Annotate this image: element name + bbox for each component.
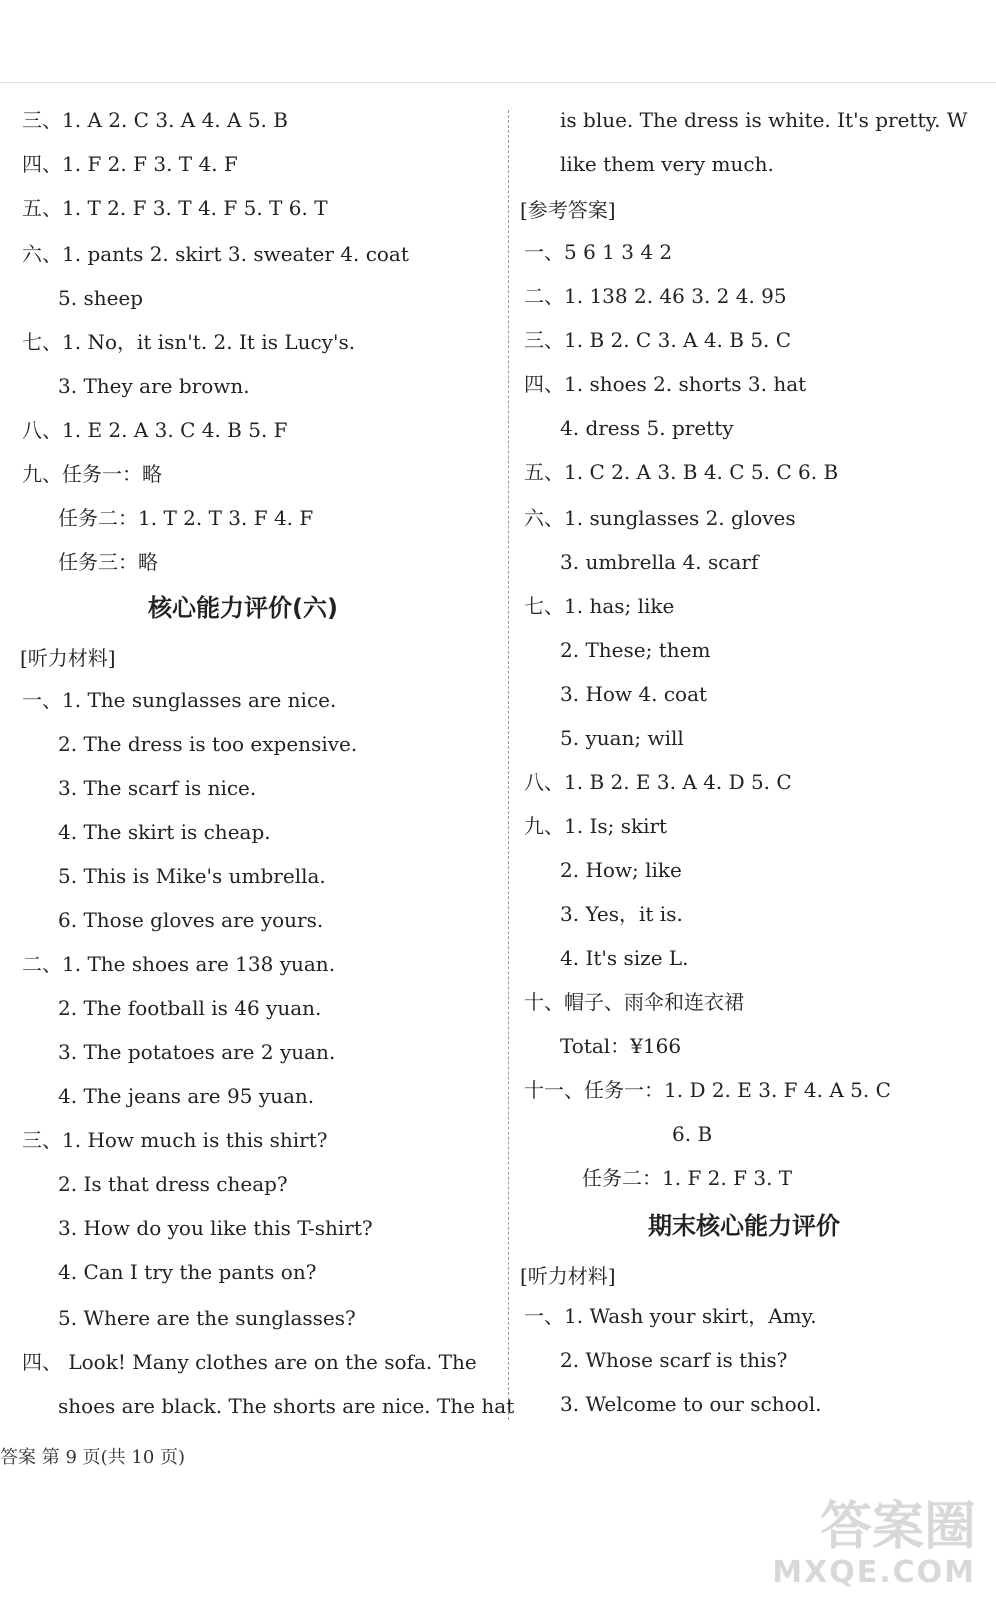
right-column <box>512 0 996 1430</box>
text-line: 任务二：1. F 2. F 3. T <box>582 1166 793 1190</box>
text-line: 3. Yes，it is. <box>560 902 683 926</box>
text-line: 3. umbrella 4. scarf <box>560 550 759 574</box>
text-line: 2. Is that dress cheap? <box>58 1172 288 1196</box>
text-line: like them very much. <box>560 152 774 176</box>
watermark-top: 答案圈 <box>819 1497 976 1557</box>
text-line: 3. How do you like this T-shirt? <box>58 1216 373 1240</box>
text-line: 九、1. Is; skirt <box>524 814 668 838</box>
text-line: 十一、任务一：1. D 2. E 3. F 4. A 5. C <box>524 1078 891 1102</box>
text-line: 4. dress 5. pretty <box>560 416 734 440</box>
text-line: 十、帽子、雨伞和连衣裙 <box>524 990 744 1014</box>
section-heading: 核心能力评价(六) <box>148 594 338 622</box>
column-divider <box>508 110 509 1420</box>
text-line: 八、1. E 2. A 3. C 4. B 5. F <box>22 418 288 442</box>
text-line: 四、1. shoes 2. shorts 3. hat <box>524 372 807 396</box>
text-line: 4. The jeans are 95 yuan. <box>58 1084 315 1108</box>
text-line: 3. How 4. coat <box>560 682 708 706</box>
text-line: 3. The scarf is nice. <box>58 776 257 800</box>
text-line: 2. The dress is too expensive. <box>58 732 358 756</box>
page-footer: 答案 第 9 页(共 10 页) <box>0 1447 186 1468</box>
text-line: 5. yuan; will <box>560 726 684 750</box>
text-line: 2. The football is 46 yuan. <box>58 996 322 1020</box>
text-line: 2. These; them <box>560 638 711 662</box>
text-line: 六、1. pants 2. skirt 3. sweater 4. coat <box>22 242 409 266</box>
text-line: 6. B <box>672 1122 713 1146</box>
text-line: 一、1. Wash your skirt，Amy. <box>524 1304 817 1328</box>
section-heading: 期末核心能力评价 <box>648 1212 840 1240</box>
text-line: shoes are black. The shorts are nice. The hat <box>58 1394 515 1418</box>
text-line: 5. This is Mike's umbrella. <box>58 864 326 888</box>
text-line: [听力材料] <box>20 646 116 670</box>
text-line: 任务二：1. T 2. T 3. F 4. F <box>58 506 314 530</box>
text-line: 三、1. A 2. C 3. A 4. A 5. B <box>22 108 288 132</box>
text-line: 七、1. No，it isn't. 2. It is Lucy's. <box>22 330 356 354</box>
text-line: 九、任务一：略 <box>22 462 162 486</box>
text-line: 3. Welcome to our school. <box>560 1392 822 1416</box>
text-line: 八、1. B 2. E 3. A 4. D 5. C <box>524 770 792 794</box>
left-column <box>0 0 515 1430</box>
text-line: Total：¥166 <box>560 1034 682 1058</box>
text-line: 一、5 6 1 3 4 2 <box>524 240 673 264</box>
watermark-logo <box>772 1499 976 1590</box>
text-line: 5. sheep <box>58 286 144 310</box>
text-line: 四、 Look! Many clothes are on the sofa. The <box>22 1350 477 1374</box>
text-line: [听力材料] <box>520 1264 616 1288</box>
text-line: 二、1. The shoes are 138 yuan. <box>22 952 336 976</box>
text-line: 三、1. B 2. C 3. A 4. B 5. C <box>524 328 792 352</box>
text-line: 七、1. has; like <box>524 594 675 618</box>
text-line: 三、1. How much is this shirt? <box>22 1128 328 1152</box>
text-line: 一、1. The sunglasses are nice. <box>22 688 337 712</box>
text-line: 任务三：略 <box>58 550 158 574</box>
text-line: 4. It's size L. <box>560 946 689 970</box>
text-line: 6. Those gloves are yours. <box>58 908 324 932</box>
text-line: 3. The potatoes are 2 yuan. <box>58 1040 336 1064</box>
text-line: 3. They are brown. <box>58 374 250 398</box>
text-line: 2. Whose scarf is this? <box>560 1348 788 1372</box>
text-line: 4. The skirt is cheap. <box>58 820 271 844</box>
watermark-bottom: MXQE.COM <box>772 1555 976 1590</box>
text-line: 四、1. F 2. F 3. T 4. F <box>22 152 238 176</box>
text-line: 五、1. C 2. A 3. B 4. C 5. C 6. B <box>524 460 839 484</box>
text-line: is blue. The dress is white. It's pretty. W <box>560 108 968 132</box>
text-line: 4. Can I try the pants on? <box>58 1260 317 1284</box>
text-line: 五、1. T 2. F 3. T 4. F 5. T 6. T <box>22 196 328 220</box>
text-line: 2. How; like <box>560 858 682 882</box>
text-line: 六、1. sunglasses 2. gloves <box>524 506 796 530</box>
text-line: [参考答案] <box>520 198 616 222</box>
text-line: 二、1. 138 2. 46 3. 2 4. 95 <box>524 284 787 308</box>
text-line: 5. Where are the sunglasses? <box>58 1306 356 1330</box>
